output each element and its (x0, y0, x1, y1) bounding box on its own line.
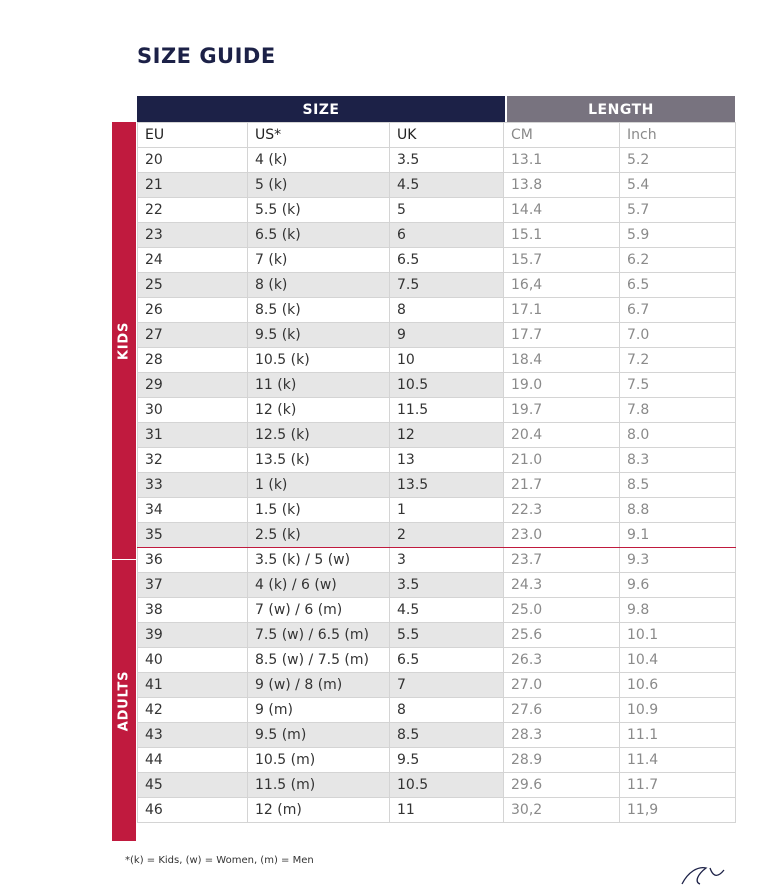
cell-cm: 15.1 (504, 223, 620, 248)
table-row (138, 798, 736, 823)
cell-us: 10.5 (m) (248, 748, 390, 773)
cell-us: 7.5 (w) / 6.5 (m) (248, 623, 390, 648)
cell-inch: 10.4 (620, 648, 736, 673)
cell-us: 11 (k) (248, 373, 390, 398)
cell-eu: 20 (138, 148, 248, 173)
cell-uk: 8 (390, 698, 504, 723)
cell-inch: 10.1 (620, 623, 736, 648)
cell-eu: 34 (138, 498, 248, 523)
cell-eu: 43 (138, 723, 248, 748)
cell-cm: 20.4 (504, 423, 620, 448)
cell-cm: 27.0 (504, 673, 620, 698)
cell-us: 9.5 (k) (248, 323, 390, 348)
cell-cm: 25.6 (504, 623, 620, 648)
kids-group-band (112, 122, 136, 559)
cell-eu: 31 (138, 423, 248, 448)
cell-inch: 8.3 (620, 448, 736, 473)
cell-inch: 10.6 (620, 673, 736, 698)
cell-cm: 21.0 (504, 448, 620, 473)
cell-inch: 9.8 (620, 598, 736, 623)
table-row (138, 648, 736, 673)
cell-cm: 28.3 (504, 723, 620, 748)
cell-us: 4 (k) / 6 (w) (248, 573, 390, 598)
table-row (138, 323, 736, 348)
cell-cm: 15.7 (504, 248, 620, 273)
cell-cm: 30,2 (504, 798, 620, 823)
page-title: SIZE GUIDE (137, 44, 276, 68)
col-inch: Inch (620, 123, 736, 148)
table-row (138, 223, 736, 248)
cell-inch: 5.9 (620, 223, 736, 248)
cell-cm: 14.4 (504, 198, 620, 223)
cell-us: 8.5 (k) (248, 298, 390, 323)
cell-us: 1.5 (k) (248, 498, 390, 523)
col-uk: UK (390, 123, 504, 148)
cell-eu: 21 (138, 173, 248, 198)
cell-inch: 8.0 (620, 423, 736, 448)
size-group-header: SIZE (137, 96, 505, 122)
cell-eu: 22 (138, 198, 248, 223)
cell-cm: 21.7 (504, 473, 620, 498)
cell-inch: 7.5 (620, 373, 736, 398)
cell-uk: 6 (390, 223, 504, 248)
cell-uk: 13.5 (390, 473, 504, 498)
cell-uk: 3 (390, 548, 504, 573)
col-eu: EU (138, 123, 248, 148)
cell-eu: 26 (138, 298, 248, 323)
cell-cm: 23.0 (504, 523, 620, 548)
cell-eu: 25 (138, 273, 248, 298)
cell-inch: 11.1 (620, 723, 736, 748)
table-row (138, 623, 736, 648)
column-header-row (138, 123, 736, 148)
footnote: *(k) = Kids, (w) = Women, (m) = Men (125, 855, 314, 866)
cell-uk: 11 (390, 798, 504, 823)
cell-eu: 23 (138, 223, 248, 248)
cell-cm: 13.8 (504, 173, 620, 198)
cell-cm: 18.4 (504, 348, 620, 373)
cell-us: 1 (k) (248, 473, 390, 498)
cell-cm: 28.9 (504, 748, 620, 773)
cell-uk: 10 (390, 348, 504, 373)
cell-inch: 7.0 (620, 323, 736, 348)
cell-inch: 9.1 (620, 523, 736, 548)
cell-uk: 4.5 (390, 598, 504, 623)
cell-eu: 38 (138, 598, 248, 623)
cell-eu: 33 (138, 473, 248, 498)
cell-eu: 35 (138, 523, 248, 548)
cell-us: 9.5 (m) (248, 723, 390, 748)
table-row (138, 398, 736, 423)
table-row (138, 273, 736, 298)
cell-eu: 24 (138, 248, 248, 273)
cell-eu: 45 (138, 773, 248, 798)
cell-eu: 46 (138, 798, 248, 823)
table-row (138, 148, 736, 173)
cell-us: 3.5 (k) / 5 (w) (248, 548, 390, 573)
cell-us: 2.5 (k) (248, 523, 390, 548)
cell-uk: 6.5 (390, 248, 504, 273)
signature-mark (676, 862, 736, 886)
cell-inch: 6.2 (620, 248, 736, 273)
cell-cm: 27.6 (504, 698, 620, 723)
cell-eu: 41 (138, 673, 248, 698)
adults-group-band (112, 560, 136, 841)
table-row (138, 423, 736, 448)
cell-eu: 42 (138, 698, 248, 723)
table-row (138, 373, 736, 398)
cell-cm: 17.1 (504, 298, 620, 323)
table-row (138, 773, 736, 798)
cell-inch: 8.8 (620, 498, 736, 523)
cell-cm: 24.3 (504, 573, 620, 598)
cell-us: 6.5 (k) (248, 223, 390, 248)
cell-us: 12.5 (k) (248, 423, 390, 448)
cell-inch: 5.4 (620, 173, 736, 198)
cell-eu: 39 (138, 623, 248, 648)
cell-uk: 10.5 (390, 773, 504, 798)
cell-cm: 16,4 (504, 273, 620, 298)
cell-eu: 28 (138, 348, 248, 373)
cell-uk: 8 (390, 298, 504, 323)
cell-uk: 7.5 (390, 273, 504, 298)
cell-eu: 27 (138, 323, 248, 348)
cell-inch: 9.6 (620, 573, 736, 598)
table-row (138, 523, 736, 548)
cell-us: 9 (w) / 8 (m) (248, 673, 390, 698)
cell-inch: 5.2 (620, 148, 736, 173)
cell-eu: 36 (138, 548, 248, 573)
cell-uk: 11.5 (390, 398, 504, 423)
cell-eu: 30 (138, 398, 248, 423)
cell-uk: 12 (390, 423, 504, 448)
cell-inch: 10.9 (620, 698, 736, 723)
cell-uk: 2 (390, 523, 504, 548)
cell-cm: 22.3 (504, 498, 620, 523)
cell-cm: 19.7 (504, 398, 620, 423)
cell-us: 7 (k) (248, 248, 390, 273)
table-row (138, 698, 736, 723)
table-row (138, 498, 736, 523)
cell-inch: 7.8 (620, 398, 736, 423)
cell-us: 13.5 (k) (248, 448, 390, 473)
length-group-header: LENGTH (507, 96, 735, 122)
cell-uk: 6.5 (390, 648, 504, 673)
cell-us: 8.5 (w) / 7.5 (m) (248, 648, 390, 673)
cell-inch: 8.5 (620, 473, 736, 498)
cell-uk: 13 (390, 448, 504, 473)
cell-us: 11.5 (m) (248, 773, 390, 798)
cell-uk: 4.5 (390, 173, 504, 198)
cell-cm: 17.7 (504, 323, 620, 348)
cell-uk: 10.5 (390, 373, 504, 398)
cell-inch: 7.2 (620, 348, 736, 373)
cell-inch: 6.5 (620, 273, 736, 298)
cell-inch: 11.4 (620, 748, 736, 773)
cell-us: 4 (k) (248, 148, 390, 173)
cell-cm: 19.0 (504, 373, 620, 398)
table-row (138, 198, 736, 223)
table-row (138, 248, 736, 273)
cell-cm: 23.7 (504, 548, 620, 573)
cell-uk: 3.5 (390, 148, 504, 173)
cell-us: 12 (k) (248, 398, 390, 423)
table-row (138, 548, 736, 573)
cell-eu: 29 (138, 373, 248, 398)
table-row (138, 298, 736, 323)
col-us: US* (248, 123, 390, 148)
table-row (138, 598, 736, 623)
table-row (138, 473, 736, 498)
cell-eu: 37 (138, 573, 248, 598)
cell-inch: 9.3 (620, 548, 736, 573)
cell-us: 12 (m) (248, 798, 390, 823)
cell-inch: 11.7 (620, 773, 736, 798)
cell-eu: 40 (138, 648, 248, 673)
cell-eu: 32 (138, 448, 248, 473)
cell-uk: 9 (390, 323, 504, 348)
table-row (138, 173, 736, 198)
cell-us: 8 (k) (248, 273, 390, 298)
kids-group-label: KIDS (116, 321, 132, 360)
cell-us: 5.5 (k) (248, 198, 390, 223)
cell-inch: 5.7 (620, 198, 736, 223)
cell-inch: 6.7 (620, 298, 736, 323)
cell-uk: 1 (390, 498, 504, 523)
cell-us: 5 (k) (248, 173, 390, 198)
cell-uk: 5.5 (390, 623, 504, 648)
cell-uk: 8.5 (390, 723, 504, 748)
cell-cm: 13.1 (504, 148, 620, 173)
table-row (138, 673, 736, 698)
cell-us: 9 (m) (248, 698, 390, 723)
cell-uk: 3.5 (390, 573, 504, 598)
cell-eu: 44 (138, 748, 248, 773)
size-table (137, 122, 736, 823)
table-row (138, 748, 736, 773)
cell-uk: 5 (390, 198, 504, 223)
adults-group-label: ADULTS (116, 670, 132, 731)
cell-us: 7 (w) / 6 (m) (248, 598, 390, 623)
cell-uk: 7 (390, 673, 504, 698)
col-cm: CM (504, 123, 620, 148)
cell-cm: 26.3 (504, 648, 620, 673)
table-row (138, 448, 736, 473)
cell-cm: 29.6 (504, 773, 620, 798)
cell-cm: 25.0 (504, 598, 620, 623)
cell-us: 10.5 (k) (248, 348, 390, 373)
cell-uk: 9.5 (390, 748, 504, 773)
table-row (138, 573, 736, 598)
table-row (138, 723, 736, 748)
table-row (138, 348, 736, 373)
cell-inch: 11,9 (620, 798, 736, 823)
